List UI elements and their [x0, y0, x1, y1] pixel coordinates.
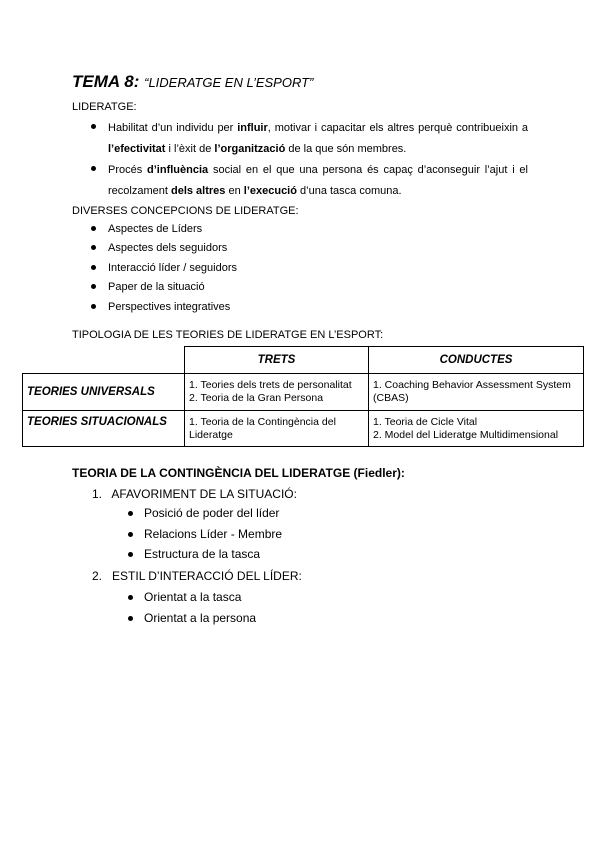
- fiedler-heading: TEORIA DE LA CONTINGÈNCIA DEL LIDERATGE (Fiedler):: [72, 466, 405, 480]
- table-cell: 1. Teories dels trets de personalitat 2. Teoria de la Gran Persona: [185, 374, 369, 411]
- list-item: Procés d’influència social en el que una persona és capaç d’aconseguir l’ajut i el recolzament dels altres en l’execució d’una tasca comuna.: [72, 160, 528, 202]
- table-cell: 1. Coaching Behavior Assessment System (CBAS): [369, 374, 584, 411]
- list-item: Orientat a la tasca: [114, 590, 256, 611]
- list-item: Estructura de la tasca: [114, 547, 282, 568]
- list-item: Posició de poder del líder: [114, 506, 282, 527]
- row-label-universals: TEORIES UNIVERSALS: [23, 374, 185, 411]
- fiedler-section-1-list: [114, 506, 282, 568]
- fiedler-section-1: 1. AFAVORIMENT DE LA SITUACIÓ:: [92, 487, 297, 501]
- list-item: Aspectes de Líders: [72, 220, 528, 239]
- table-cell: 1. Teoria de Cicle Vital 2. Model del Lideratge Multidimensional: [369, 411, 584, 447]
- table-row: [23, 411, 584, 447]
- page-title: [72, 72, 313, 92]
- tipologia-heading: TIPOLOGIA DE LES TEORIES DE LIDERATGE EN L’ESPORT:: [72, 329, 384, 341]
- tipologia-table: [22, 346, 584, 447]
- title-subtitle: “LIDERATGE EN L’ESPORT”: [144, 75, 314, 90]
- fiedler-section-2: 2. ESTIL D’INTERACCIÓ DEL LÍDER:: [92, 569, 302, 583]
- concepcions-heading: DIVERSES CONCEPCIONS DE LIDERATGE:: [72, 205, 299, 217]
- table-header-trets: TRETS: [185, 347, 369, 374]
- list-item: Orientat a la persona: [114, 611, 256, 632]
- lideratge-heading: LIDERATGE:: [72, 101, 137, 113]
- row-label-situacionals: TEORIES SITUACIONALS: [23, 411, 185, 447]
- list-item: Relacions Líder - Membre: [114, 527, 282, 548]
- table-header-row: [23, 347, 584, 374]
- list-item: Habilitat d’un individu per influir, motivar i capacitar els altres perquè contribueixin a l’efectivitat i l’èxit de l’organització de la que són membres.: [72, 118, 528, 160]
- table-header-conductes: CONDUCTES: [369, 347, 584, 374]
- lideratge-list: [72, 118, 528, 202]
- title-tema: TEMA 8:: [72, 72, 140, 91]
- table-row: [23, 374, 584, 411]
- list-item: Paper de la situació: [72, 278, 528, 297]
- fiedler-section-2-list: [114, 590, 256, 631]
- table-cell: 1. Teoria de la Contingència del Lideratge: [185, 411, 369, 447]
- table-header-empty: [23, 347, 185, 374]
- list-item: Perspectives integratives: [72, 298, 528, 317]
- list-item: Interacció líder / seguidors: [72, 259, 528, 278]
- concepcions-list: [72, 220, 528, 317]
- list-item: Aspectes dels seguidors: [72, 239, 528, 258]
